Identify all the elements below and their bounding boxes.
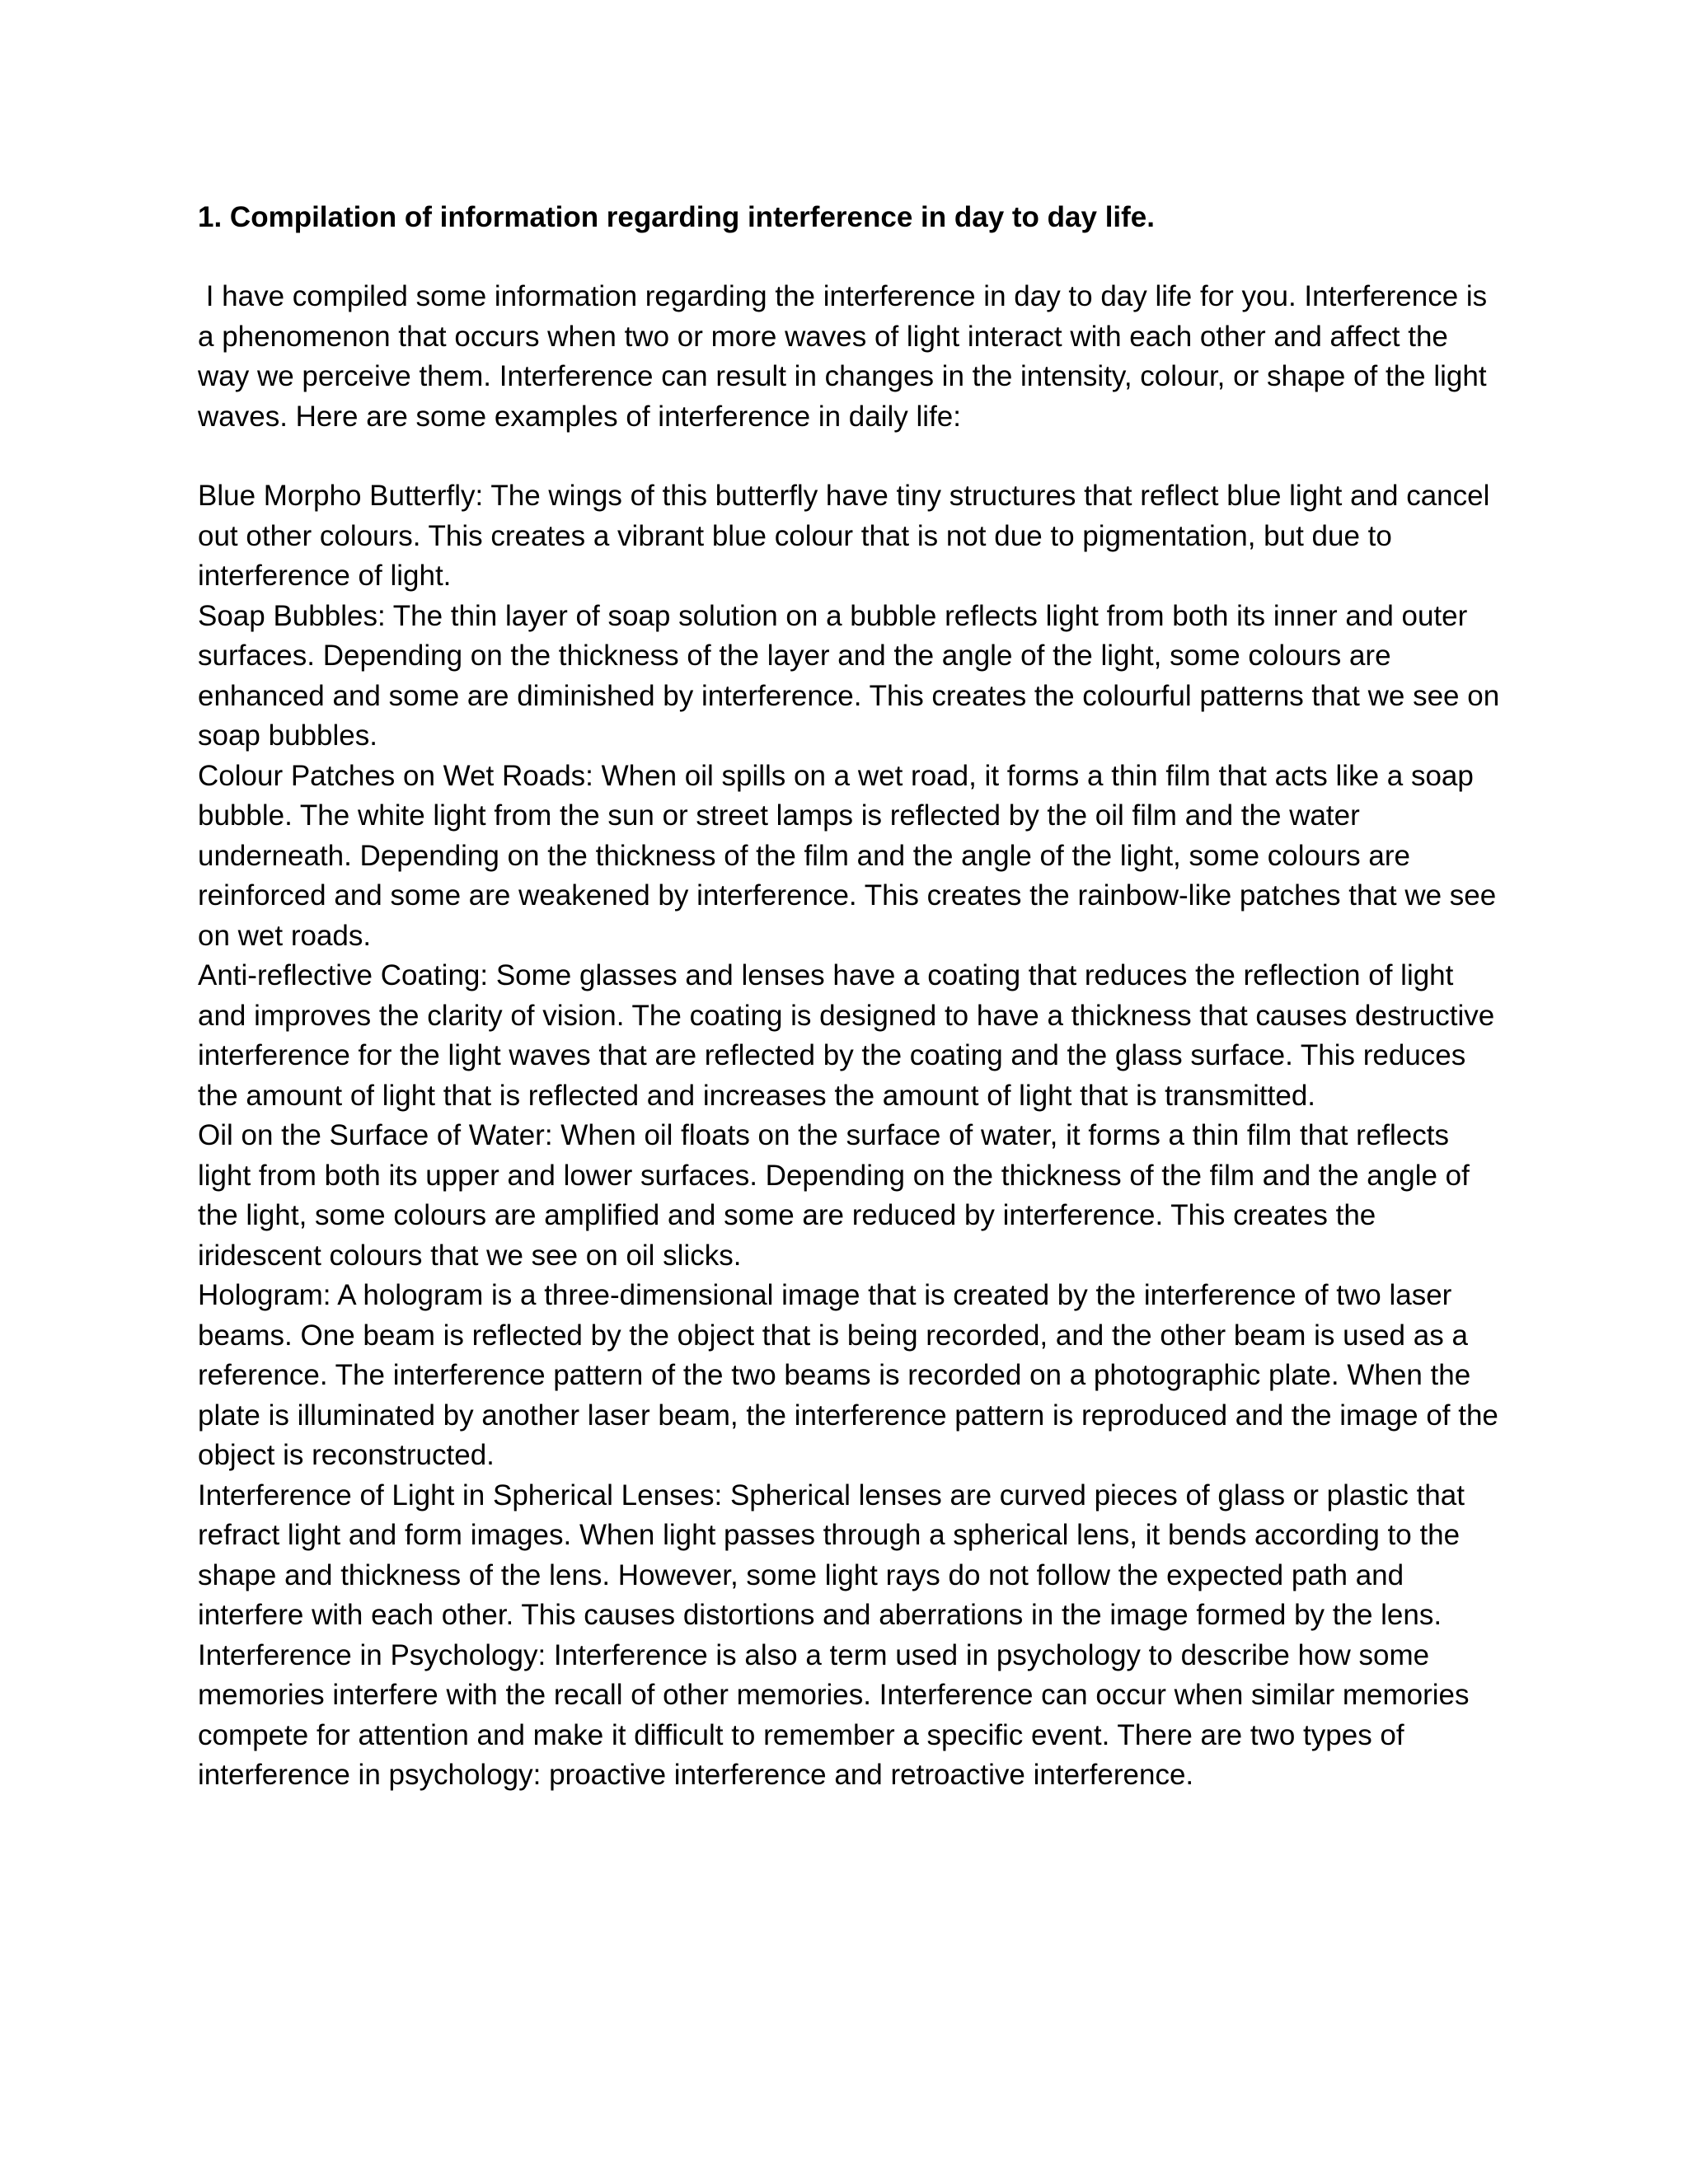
example-blue-morpho: Blue Morpho Butterfly: The wings of this butterfly have tiny structures that reflect blue light and cancel out other colours. This creates a vibrant blue colour that is not due to pigmentation, but due to interference of light.: [198, 480, 1490, 592]
document-page: [198, 198, 1500, 1796]
example-wet-roads: Colour Patches on Wet Roads: When oil spills on a wet road, it forms a thin film that acts like a soap bubble. The white light from the sun or street lamps is reflected by the oil film and the water underneath. Depending on the thickness of the film and the angle of the light, some colours are reinforced and some are weakened by interference. This creates the rainbow-like patches that we see on wet roads.: [198, 759, 1497, 952]
example-anti-reflective-coating: Anti-reflective Coating: Some glasses and lenses have a coating that reduces the reflection of light and improves the clarity of vision. The coating is designed to have a thickness that causes destructive interference for the light waves that are reflected by the coating and the glass surface. This reduces the amount of light that is reflected and increases the amount of light that is transmitted.: [198, 959, 1495, 1112]
example-psychology: Interference in Psychology: Interference is also a term used in psychology to describe how some memories interfere with the recall of other memories. Interference can occur when similar memories compete for attention and make it difficult to remember a specific event. There are two types of interference in psychology: proactive interference and retroactive interference.: [198, 1638, 1470, 1791]
document-title: 1. Compilation of information regarding interference in day to day life.: [198, 201, 1155, 233]
example-hologram: Hologram: A hologram is a three-dimensional image that is created by the interference of two laser beams. One beam is reflected by the object that is being recorded, and the other beam is used as a reference. The interference pattern of the two beams is recorded on a photographic plate. When the plate is illuminated by another laser beam, the interference pattern is reproduced and the image of the object is reconstructed.: [198, 1279, 1498, 1471]
example-oil-on-water: Oil on the Surface of Water: When oil floats on the surface of water, it forms a thin film that reflects light from both its upper and lower surfaces. Depending on the thickness of the film and the angle of the light, some colours are amplified and some are reduced by interference. This creates the iridescent colours that we see on oil slicks.: [198, 1119, 1470, 1272]
paragraph-spacer: [198, 437, 1500, 476]
example-soap-bubbles: Soap Bubbles: The thin layer of soap solution on a bubble reflects light from both its inner and outer surfaces. Depending on the thickness of the layer and the angle of the light, some colours are enhanced and some are diminished by interference. This creates the colourful patterns that we see on soap bubbles.: [198, 599, 1500, 752]
intro-paragraph: I have compiled some information regarding the interference in day to day life for you. Interference is a phenomenon that occurs when two or more waves of light interact with each other and affect the way we perceive them. Interference can result in changes in the intensity, colour, or shape of the light waves. Here are some examples of interference in daily life:: [198, 280, 1495, 433]
example-spherical-lenses: Interference of Light in Spherical Lenses: Spherical lenses are curved pieces of glass or plastic that refract light and form images. When light passes through a spherical lens, it bends according to the shape and thickness of the lens. However, some light rays do not follow the expected path and interfere with each other. This causes distortions and aberrations in the image formed by the lens.: [198, 1479, 1465, 1631]
